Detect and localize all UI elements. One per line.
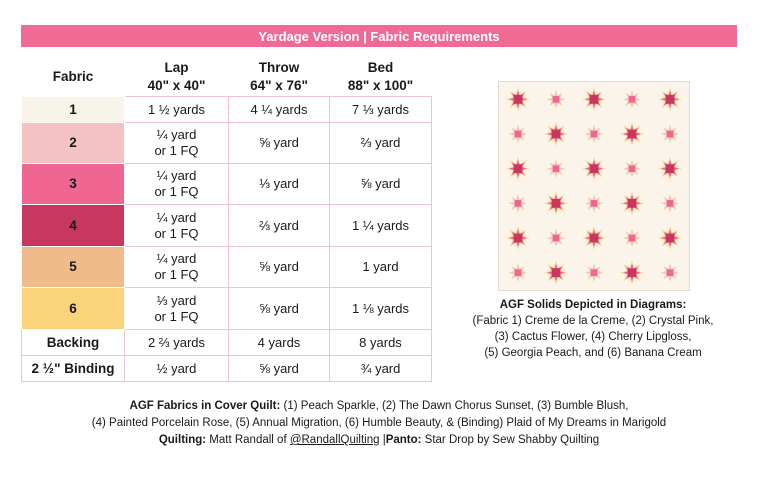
star-center bbox=[667, 269, 674, 276]
star-center bbox=[666, 95, 675, 104]
caption-line: (5) Georgia Peach, and (6) Banana Cream bbox=[484, 347, 702, 359]
cover-label: AGF Fabrics in Cover Quilt: bbox=[129, 400, 281, 412]
lap-cell bbox=[125, 123, 229, 164]
title-banner: Yardage Version | Fabric Requirements bbox=[21, 25, 737, 47]
table-row bbox=[22, 123, 432, 164]
quilting-handle-link[interactable]: @RandallQuilting bbox=[289, 434, 380, 446]
star-center bbox=[515, 269, 522, 276]
star-center bbox=[553, 96, 560, 103]
lap-cell bbox=[125, 356, 229, 382]
star-center bbox=[667, 131, 674, 138]
quilting-credit bbox=[21, 432, 737, 449]
cell-line: ¼ yard bbox=[156, 251, 197, 266]
throw-cell: ⅝ yard bbox=[229, 247, 330, 288]
header-throw bbox=[229, 58, 330, 97]
star-center bbox=[590, 234, 599, 243]
table-row bbox=[22, 356, 432, 382]
throw-cell: 4 ¼ yards bbox=[229, 97, 330, 123]
cover-text: (1) Peach Sparkle, (2) The Dawn Chorus Sunset, (3) Bumble Blush, bbox=[280, 400, 629, 412]
star-center bbox=[590, 164, 599, 173]
caption-line: (3) Cactus Flower, (4) Cherry Lipgloss, bbox=[494, 331, 692, 343]
table-header-row bbox=[22, 58, 432, 97]
bed-cell: 1 yard bbox=[330, 247, 432, 288]
bed-cell: 8 yards bbox=[330, 330, 432, 356]
table-row bbox=[22, 288, 432, 330]
size-name: Throw bbox=[258, 60, 300, 75]
cell-line: ¼ yard bbox=[156, 168, 197, 183]
star-center bbox=[629, 165, 636, 172]
throw-cell: 4 yards bbox=[229, 330, 330, 356]
star-center bbox=[666, 234, 675, 243]
lap-cell bbox=[125, 97, 229, 123]
separator: | bbox=[379, 434, 386, 446]
cover-fabrics-line bbox=[21, 398, 737, 415]
lap-cell bbox=[125, 247, 229, 288]
header-fabric: Fabric bbox=[52, 69, 94, 84]
star-center bbox=[629, 235, 636, 242]
quilting-text: Matt Randall of bbox=[206, 434, 290, 446]
star-center bbox=[514, 164, 523, 173]
star-center bbox=[628, 130, 637, 139]
table-row bbox=[22, 247, 432, 288]
bed-cell: 1 ¼ yards bbox=[330, 205, 432, 247]
star-center bbox=[628, 268, 637, 277]
fabric-swatch: 1 bbox=[22, 97, 125, 123]
star-center bbox=[514, 234, 523, 243]
fabric-swatch: 5 bbox=[22, 247, 125, 288]
backing-label: Backing bbox=[22, 330, 125, 356]
size-dims: 88" x 100" bbox=[347, 78, 414, 93]
star-center bbox=[552, 199, 561, 208]
star-center bbox=[515, 131, 522, 138]
cell-line: 1 ½ yards bbox=[147, 101, 206, 117]
star-center bbox=[514, 95, 523, 104]
quilt-background bbox=[499, 82, 689, 290]
cell-line: or 1 FQ bbox=[154, 225, 199, 241]
panto-label: Panto: bbox=[385, 434, 422, 446]
throw-cell: ⅝ yard bbox=[229, 123, 330, 164]
star-center bbox=[515, 200, 522, 207]
fabric-swatch: 3 bbox=[22, 164, 125, 205]
fabric-swatch: 4 bbox=[22, 205, 125, 247]
lap-cell bbox=[125, 330, 229, 356]
cell-line: or 1 FQ bbox=[154, 267, 199, 282]
bed-cell: ⅔ yard bbox=[330, 123, 432, 164]
star-center bbox=[552, 268, 561, 277]
star-center bbox=[591, 131, 598, 138]
table-row bbox=[22, 97, 432, 123]
fabric-requirements-table bbox=[21, 58, 432, 382]
star-center bbox=[552, 130, 561, 139]
credits-footer bbox=[21, 398, 737, 449]
cell-line: ¼ yard bbox=[156, 127, 197, 142]
quilt-diagram bbox=[498, 81, 690, 291]
panto-text: Star Drop by Sew Shabby Quilting bbox=[421, 434, 600, 446]
lap-cell bbox=[125, 164, 229, 205]
caption-title: AGF Solids Depicted in Diagrams: bbox=[499, 299, 687, 311]
cell-line: or 1 FQ bbox=[154, 184, 199, 199]
size-dims: 40" x 40" bbox=[147, 78, 206, 93]
diagram-caption bbox=[454, 297, 732, 361]
caption-line: (Fabric 1) Creme de la Creme, (2) Crystal Pink, bbox=[472, 315, 714, 327]
star-center bbox=[629, 96, 636, 103]
star-center bbox=[666, 164, 675, 173]
bed-cell: 1 ⅛ yards bbox=[330, 288, 432, 330]
cell-line: ⅓ yard bbox=[156, 292, 197, 308]
table-row bbox=[22, 205, 432, 247]
cover-fabrics-line-2: (4) Painted Porcelain Rose, (5) Annual Migration, (6) Humble Beauty, & (Binding) Plaid of My Dreams in Marigold bbox=[91, 417, 667, 429]
cell-line: 2 ⅔ yards bbox=[147, 334, 206, 350]
binding-label: 2 ½" Binding bbox=[22, 356, 125, 382]
bed-cell: ¾ yard bbox=[330, 356, 432, 382]
table-row bbox=[22, 164, 432, 205]
bed-cell: ⅝ yard bbox=[330, 164, 432, 205]
star-center bbox=[553, 165, 560, 172]
fabric-swatch: 2 bbox=[22, 123, 125, 164]
star-center bbox=[590, 95, 599, 104]
star-center bbox=[628, 199, 637, 208]
header-bed bbox=[330, 58, 432, 97]
table-row bbox=[22, 330, 432, 356]
lap-cell bbox=[125, 205, 229, 247]
cell-line: ½ yard bbox=[156, 360, 197, 376]
size-name: Lap bbox=[164, 60, 189, 75]
size-dims: 64" x 76" bbox=[250, 78, 308, 93]
star-center bbox=[553, 235, 560, 242]
quilting-label: Quilting: bbox=[158, 434, 207, 446]
fabric-swatch: 6 bbox=[22, 288, 125, 330]
throw-cell: ⅝ yard bbox=[229, 356, 330, 382]
throw-cell: ⅔ yard bbox=[229, 205, 330, 247]
lap-cell bbox=[125, 288, 229, 330]
star-center bbox=[591, 200, 598, 207]
bed-cell: 7 ⅓ yards bbox=[330, 97, 432, 123]
star-center bbox=[591, 269, 598, 276]
cell-line: or 1 FQ bbox=[154, 308, 199, 324]
throw-cell: ⅝ yard bbox=[229, 288, 330, 330]
cell-line: ¼ yard bbox=[156, 209, 197, 225]
cell-line: or 1 FQ bbox=[154, 143, 199, 158]
star-center bbox=[667, 200, 674, 207]
header-lap bbox=[125, 58, 229, 97]
throw-cell: ⅓ yard bbox=[229, 164, 330, 205]
size-name: Bed bbox=[367, 60, 394, 75]
